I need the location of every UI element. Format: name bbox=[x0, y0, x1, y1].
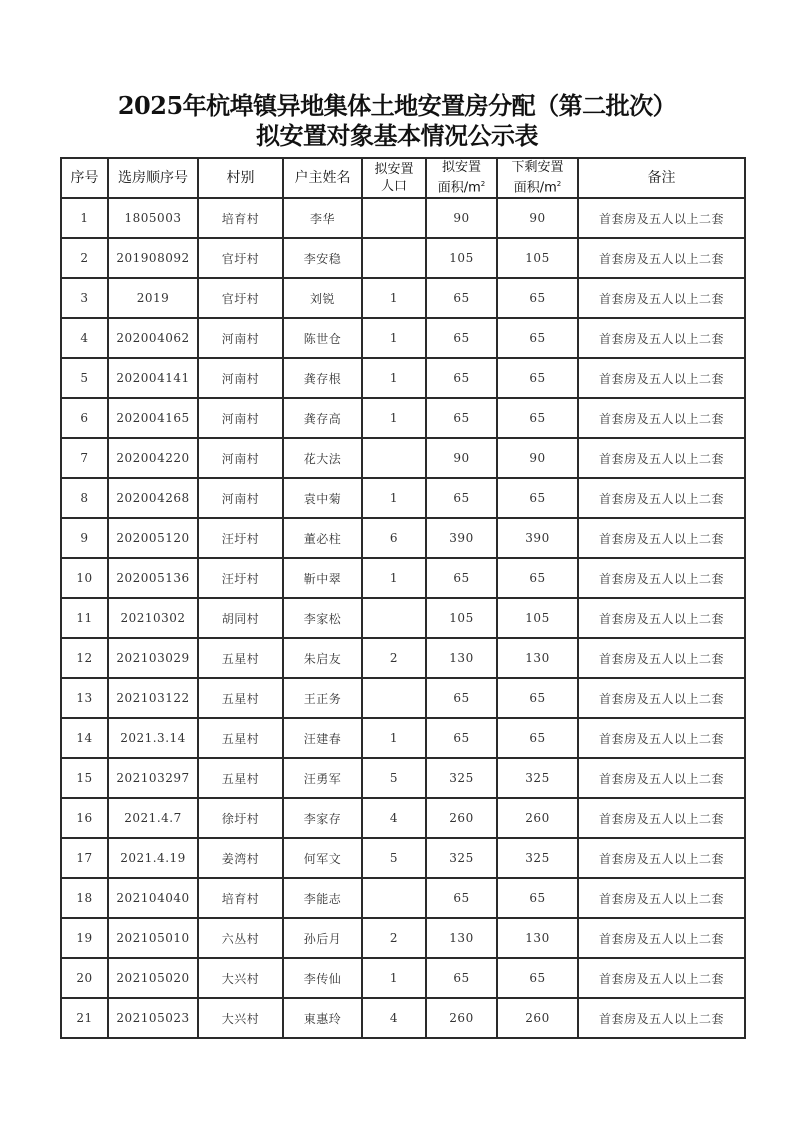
cell-note: 首套房及五人以上二套 bbox=[578, 598, 745, 638]
header-order: 选房顺序号 bbox=[108, 158, 198, 198]
cell-seq: 1 bbox=[61, 198, 108, 238]
cell-remain: 65 bbox=[497, 318, 578, 358]
cell-remain: 260 bbox=[497, 798, 578, 838]
cell-seq: 16 bbox=[61, 798, 108, 838]
table-body bbox=[61, 198, 745, 1038]
cell-head: 孙后月 bbox=[283, 918, 362, 958]
cell-head: 李传仙 bbox=[283, 958, 362, 998]
header-people bbox=[362, 158, 426, 198]
cell-area: 105 bbox=[426, 238, 497, 278]
cell-seq: 18 bbox=[61, 878, 108, 918]
header-remain bbox=[497, 158, 578, 198]
cell-area: 65 bbox=[426, 878, 497, 918]
cell-order: 1805003 bbox=[108, 198, 198, 238]
table-row bbox=[61, 398, 745, 438]
cell-village: 五星村 bbox=[198, 678, 283, 718]
cell-seq: 7 bbox=[61, 438, 108, 478]
cell-village: 河南村 bbox=[198, 478, 283, 518]
cell-order: 202105010 bbox=[108, 918, 198, 958]
cell-head: 袁中菊 bbox=[283, 478, 362, 518]
cell-head: 花大法 bbox=[283, 438, 362, 478]
cell-head: 靳中翠 bbox=[283, 558, 362, 598]
cell-note: 首套房及五人以上二套 bbox=[578, 518, 745, 558]
cell-note: 首套房及五人以上二套 bbox=[578, 918, 745, 958]
cell-order: 202005120 bbox=[108, 518, 198, 558]
cell-note: 首套房及五人以上二套 bbox=[578, 558, 745, 598]
cell-seq: 21 bbox=[61, 998, 108, 1038]
table-row bbox=[61, 918, 745, 958]
cell-order: 201908092 bbox=[108, 238, 198, 278]
cell-people: 5 bbox=[362, 758, 426, 798]
cell-people: 1 bbox=[362, 358, 426, 398]
cell-remain: 90 bbox=[497, 438, 578, 478]
header-people-line2: 人口 bbox=[380, 179, 407, 194]
cell-remain: 65 bbox=[497, 478, 578, 518]
cell-head: 李安稳 bbox=[283, 238, 362, 278]
cell-people: 4 bbox=[362, 798, 426, 838]
cell-order: 2021.3.14 bbox=[108, 718, 198, 758]
table-row bbox=[61, 718, 745, 758]
table-row bbox=[61, 598, 745, 638]
cell-people bbox=[362, 678, 426, 718]
cell-village: 培育村 bbox=[198, 878, 283, 918]
cell-remain: 65 bbox=[497, 718, 578, 758]
cell-seq: 10 bbox=[61, 558, 108, 598]
cell-note: 首套房及五人以上二套 bbox=[578, 398, 745, 438]
header-area bbox=[426, 158, 497, 198]
cell-people bbox=[362, 878, 426, 918]
cell-village: 官圩村 bbox=[198, 238, 283, 278]
cell-seq: 3 bbox=[61, 278, 108, 318]
cell-people bbox=[362, 198, 426, 238]
cell-village: 大兴村 bbox=[198, 958, 283, 998]
cell-seq: 5 bbox=[61, 358, 108, 398]
cell-order: 202105023 bbox=[108, 998, 198, 1038]
cell-area: 130 bbox=[426, 918, 497, 958]
table-row bbox=[61, 958, 745, 998]
cell-remain: 105 bbox=[497, 238, 578, 278]
header-people-line1: 拟安置 bbox=[374, 162, 414, 177]
cell-people: 6 bbox=[362, 518, 426, 558]
cell-area: 325 bbox=[426, 758, 497, 798]
cell-remain: 130 bbox=[497, 918, 578, 958]
cell-village: 六丛村 bbox=[198, 918, 283, 958]
cell-remain: 65 bbox=[497, 878, 578, 918]
cell-order: 202104040 bbox=[108, 878, 198, 918]
cell-village: 汪圩村 bbox=[198, 518, 283, 558]
cell-seq: 17 bbox=[61, 838, 108, 878]
cell-order: 202004141 bbox=[108, 358, 198, 398]
cell-seq: 13 bbox=[61, 678, 108, 718]
table-row bbox=[61, 678, 745, 718]
table-row bbox=[61, 998, 745, 1038]
cell-area: 65 bbox=[426, 478, 497, 518]
cell-note: 首套房及五人以上二套 bbox=[578, 478, 745, 518]
cell-note: 首套房及五人以上二套 bbox=[578, 438, 745, 478]
cell-area: 390 bbox=[426, 518, 497, 558]
header-remain-line2: 面积/m bbox=[513, 180, 557, 196]
document-title-line1: 2025年杭埠镇异地集体土地安置房分配（第二批次） bbox=[117, 91, 677, 120]
cell-area: 65 bbox=[426, 678, 497, 718]
header-head: 户主姓名 bbox=[283, 158, 362, 198]
cell-head: 陈世仓 bbox=[283, 318, 362, 358]
cell-order: 202103029 bbox=[108, 638, 198, 678]
cell-head: 李能志 bbox=[283, 878, 362, 918]
cell-area: 260 bbox=[426, 798, 497, 838]
header-note: 备注 bbox=[578, 158, 745, 198]
cell-order: 20210302 bbox=[108, 598, 198, 638]
cell-remain: 325 bbox=[497, 758, 578, 798]
cell-order: 2019 bbox=[108, 278, 198, 318]
cell-order: 202105020 bbox=[108, 958, 198, 998]
cell-order: 202004268 bbox=[108, 478, 198, 518]
table-row bbox=[61, 358, 745, 398]
cell-remain: 90 bbox=[497, 198, 578, 238]
cell-remain: 65 bbox=[497, 558, 578, 598]
table-row bbox=[61, 798, 745, 838]
cell-remain: 325 bbox=[497, 838, 578, 878]
cell-seq: 19 bbox=[61, 918, 108, 958]
cell-order: 202004165 bbox=[108, 398, 198, 438]
table-row bbox=[61, 438, 745, 478]
cell-remain: 65 bbox=[497, 678, 578, 718]
cell-people: 1 bbox=[362, 958, 426, 998]
cell-remain: 65 bbox=[497, 398, 578, 438]
cell-village: 五星村 bbox=[198, 718, 283, 758]
cell-people: 1 bbox=[362, 558, 426, 598]
table-row bbox=[61, 758, 745, 798]
cell-village: 徐圩村 bbox=[198, 798, 283, 838]
cell-head: 龚存高 bbox=[283, 398, 362, 438]
cell-area: 90 bbox=[426, 198, 497, 238]
cell-village: 培育村 bbox=[198, 198, 283, 238]
table-row bbox=[61, 518, 745, 558]
cell-remain: 130 bbox=[497, 638, 578, 678]
cell-seq: 2 bbox=[61, 238, 108, 278]
cell-area: 65 bbox=[426, 318, 497, 358]
cell-village: 五星村 bbox=[198, 638, 283, 678]
resettlement-table bbox=[60, 157, 746, 1039]
cell-people: 1 bbox=[362, 718, 426, 758]
cell-seq: 4 bbox=[61, 318, 108, 358]
cell-head: 汪勇军 bbox=[283, 758, 362, 798]
cell-note: 首套房及五人以上二套 bbox=[578, 358, 745, 398]
cell-people: 4 bbox=[362, 998, 426, 1038]
table-row bbox=[61, 478, 745, 518]
cell-note: 首套房及五人以上二套 bbox=[578, 838, 745, 878]
cell-people: 2 bbox=[362, 638, 426, 678]
header-village: 村别 bbox=[198, 158, 283, 198]
cell-area: 65 bbox=[426, 558, 497, 598]
cell-people: 5 bbox=[362, 838, 426, 878]
cell-village: 大兴村 bbox=[198, 998, 283, 1038]
cell-area: 65 bbox=[426, 718, 497, 758]
table-row bbox=[61, 638, 745, 678]
table-row bbox=[61, 838, 745, 878]
cell-note: 首套房及五人以上二套 bbox=[578, 758, 745, 798]
cell-seq: 8 bbox=[61, 478, 108, 518]
cell-note: 首套房及五人以上二套 bbox=[578, 638, 745, 678]
cell-head: 李家松 bbox=[283, 598, 362, 638]
cell-note: 首套房及五人以上二套 bbox=[578, 958, 745, 998]
cell-seq: 12 bbox=[61, 638, 108, 678]
cell-head: 王正务 bbox=[283, 678, 362, 718]
cell-area: 65 bbox=[426, 398, 497, 438]
cell-head: 東惠玲 bbox=[283, 998, 362, 1038]
cell-note: 首套房及五人以上二套 bbox=[578, 198, 745, 238]
cell-area: 325 bbox=[426, 838, 497, 878]
cell-seq: 20 bbox=[61, 958, 108, 998]
cell-remain: 105 bbox=[497, 598, 578, 638]
cell-head: 朱启友 bbox=[283, 638, 362, 678]
table-row bbox=[61, 318, 745, 358]
cell-seq: 14 bbox=[61, 718, 108, 758]
cell-note: 首套房及五人以上二套 bbox=[578, 798, 745, 838]
cell-order: 202103297 bbox=[108, 758, 198, 798]
cell-head: 何军文 bbox=[283, 838, 362, 878]
header-remain-sup: 2 bbox=[556, 180, 562, 189]
header-area-line2: 面积/m bbox=[437, 180, 481, 196]
header-area-line1: 拟安置 bbox=[441, 160, 481, 176]
cell-people: 1 bbox=[362, 278, 426, 318]
cell-people bbox=[362, 438, 426, 478]
cell-head: 龚存根 bbox=[283, 358, 362, 398]
cell-village: 河南村 bbox=[198, 438, 283, 478]
header-remain-line1: 下剩安置 bbox=[511, 160, 564, 176]
cell-seq: 15 bbox=[61, 758, 108, 798]
cell-remain: 65 bbox=[497, 278, 578, 318]
cell-village: 河南村 bbox=[198, 398, 283, 438]
cell-order: 2021.4.19 bbox=[108, 838, 198, 878]
cell-note: 首套房及五人以上二套 bbox=[578, 678, 745, 718]
cell-people: 1 bbox=[362, 478, 426, 518]
cell-head: 汪建春 bbox=[283, 718, 362, 758]
cell-order: 202103122 bbox=[108, 678, 198, 718]
cell-people: 1 bbox=[362, 398, 426, 438]
table-row bbox=[61, 878, 745, 918]
cell-seq: 9 bbox=[61, 518, 108, 558]
table-row bbox=[61, 238, 745, 278]
cell-note: 首套房及五人以上二套 bbox=[578, 718, 745, 758]
cell-village: 五星村 bbox=[198, 758, 283, 798]
cell-people: 2 bbox=[362, 918, 426, 958]
table-header-row bbox=[61, 158, 745, 198]
cell-village: 姜湾村 bbox=[198, 838, 283, 878]
cell-people bbox=[362, 598, 426, 638]
cell-village: 河南村 bbox=[198, 358, 283, 398]
cell-village: 河南村 bbox=[198, 318, 283, 358]
cell-area: 65 bbox=[426, 278, 497, 318]
cell-order: 202005136 bbox=[108, 558, 198, 598]
cell-remain: 390 bbox=[497, 518, 578, 558]
cell-people bbox=[362, 238, 426, 278]
cell-order: 202004062 bbox=[108, 318, 198, 358]
cell-note: 首套房及五人以上二套 bbox=[578, 318, 745, 358]
cell-area: 260 bbox=[426, 998, 497, 1038]
header-seq: 序号 bbox=[61, 158, 108, 198]
cell-remain: 260 bbox=[497, 998, 578, 1038]
cell-area: 90 bbox=[426, 438, 497, 478]
cell-village: 官圩村 bbox=[198, 278, 283, 318]
cell-note: 首套房及五人以上二套 bbox=[578, 238, 745, 278]
cell-remain: 65 bbox=[497, 358, 578, 398]
document-title-line2: 拟安置对象基本情况公示表 bbox=[256, 121, 538, 150]
cell-note: 首套房及五人以上二套 bbox=[578, 878, 745, 918]
cell-note: 首套房及五人以上二套 bbox=[578, 998, 745, 1038]
cell-area: 105 bbox=[426, 598, 497, 638]
cell-seq: 6 bbox=[61, 398, 108, 438]
cell-head: 董必柱 bbox=[283, 518, 362, 558]
table-row bbox=[61, 278, 745, 318]
table-row bbox=[61, 198, 745, 238]
cell-head: 刘锐 bbox=[283, 278, 362, 318]
cell-head: 李家存 bbox=[283, 798, 362, 838]
cell-seq: 11 bbox=[61, 598, 108, 638]
cell-area: 65 bbox=[426, 958, 497, 998]
cell-note: 首套房及五人以上二套 bbox=[578, 278, 745, 318]
cell-order: 202004220 bbox=[108, 438, 198, 478]
cell-people: 1 bbox=[362, 318, 426, 358]
header-area-sup: 2 bbox=[480, 180, 486, 189]
table-row bbox=[61, 558, 745, 598]
cell-village: 胡同村 bbox=[198, 598, 283, 638]
cell-head: 李华 bbox=[283, 198, 362, 238]
cell-remain: 65 bbox=[497, 958, 578, 998]
cell-order: 2021.4.7 bbox=[108, 798, 198, 838]
cell-area: 65 bbox=[426, 358, 497, 398]
cell-area: 130 bbox=[426, 638, 497, 678]
cell-village: 汪圩村 bbox=[198, 558, 283, 598]
